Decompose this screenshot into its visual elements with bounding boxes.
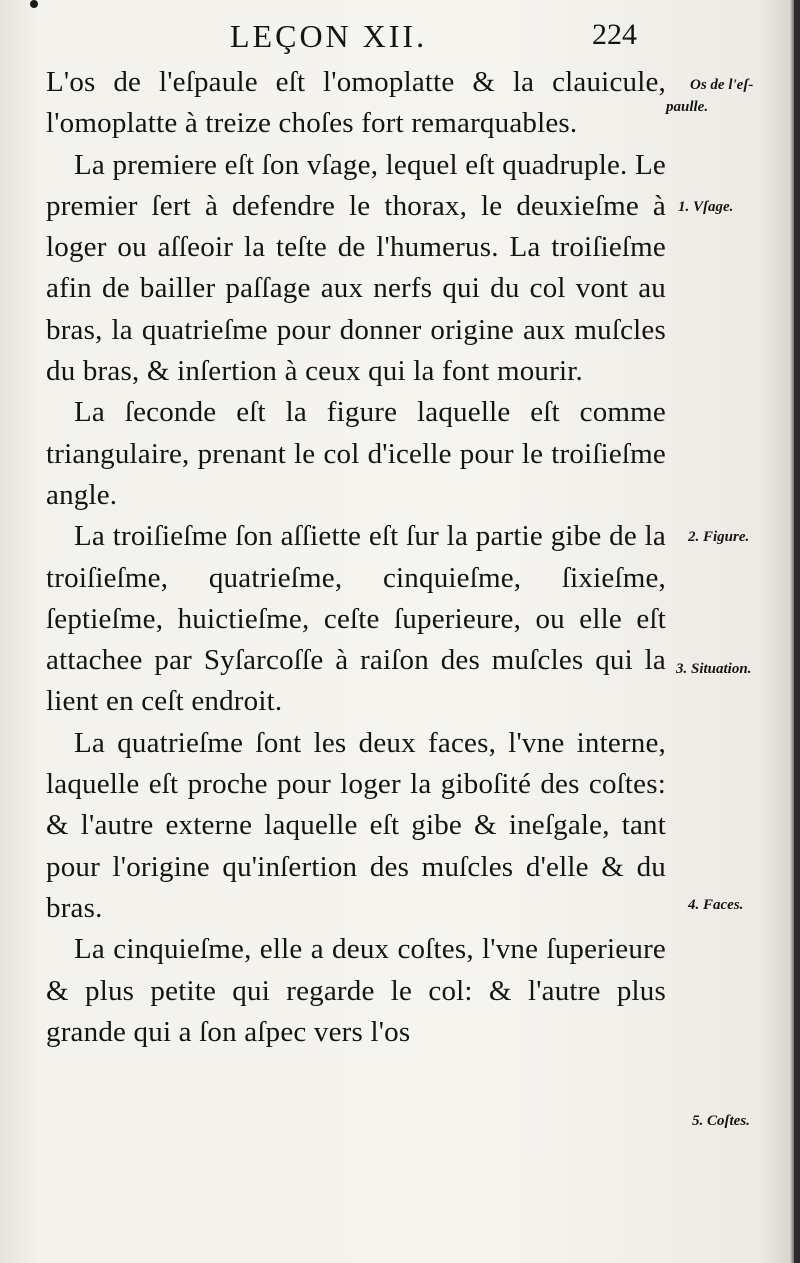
running-title: LEÇON XII. [230,18,428,54]
margin-note-usage: 1. Vſage. [678,199,734,215]
page-number: 224 [592,18,637,51]
main-text [46,62,666,1053]
margin-notes [666,0,792,1263]
paragraph-figure: La ſeconde eſt la figure laquelle eſt comme triangulaire, prenant le col d'icelle pour le troiſieſme angle. [46,396,666,511]
paragraph-usage: La premiere eſt ſon vſage, lequel eſt quadruple. Le premier ſert à defendre le thorax, le deuxieſme à loger ou aſſeoir la teſte de l'humerus. La troiſieſme afin de bailler paſſage aux nerfs qui du col vont au bras, la quatrieſme pour donner origine aux muſcles du bras, & inſertion à ceux qui la font mourir. [46,148,666,388]
margin-note-shoulder-bone: Os de l'eſ- [690,77,754,93]
margin-note-shoulder-bone-cont: paulle. [666,99,709,115]
margin-note-faces: 4. Faces. [688,897,744,913]
margin-note-situation: 3. Situation. [676,661,752,677]
paragraph-sides: La cinquieſme, elle a deux coſtes, l'vne ſuperieure & plus petite qui regarde le col: & l'autre plus grande qui a ſon aſpec vers l'os [46,933,666,1048]
paragraph-intro: L'os de l'eſpaule eſt l'omoplatte & la clauicule, l'omoplatte à treize choſes fort remarquables. [46,66,666,140]
paragraph-faces: La quatrieſme ſont les deux faces, l'vne interne, laquelle eſt proche pour loger la giboſité des coſtes: & l'autre externe laquelle eſt gibe & ineſgale, tant pour l'origine qu'inſertion des muſcles d'elle & du bras. [46,726,666,924]
margin-note-figure: 2. Figure. [688,529,750,545]
paragraph-situation: La troiſieſme ſon aſſiette eſt ſur la partie gibe de la troiſieſme, quatrieſme, cinquieſme, ſixieſme, ſeptieſme, huictieſme, ceſte ſuperieure, ou elle eſt attachee par Syſarcoſſe à raiſon des muſcles qui la lient en ceſt endroit. [46,520,666,718]
margin-note-sides: 5. Coſtes. [692,1113,750,1129]
ink-spot [30,0,38,8]
page-edge-shadow [794,0,800,1263]
